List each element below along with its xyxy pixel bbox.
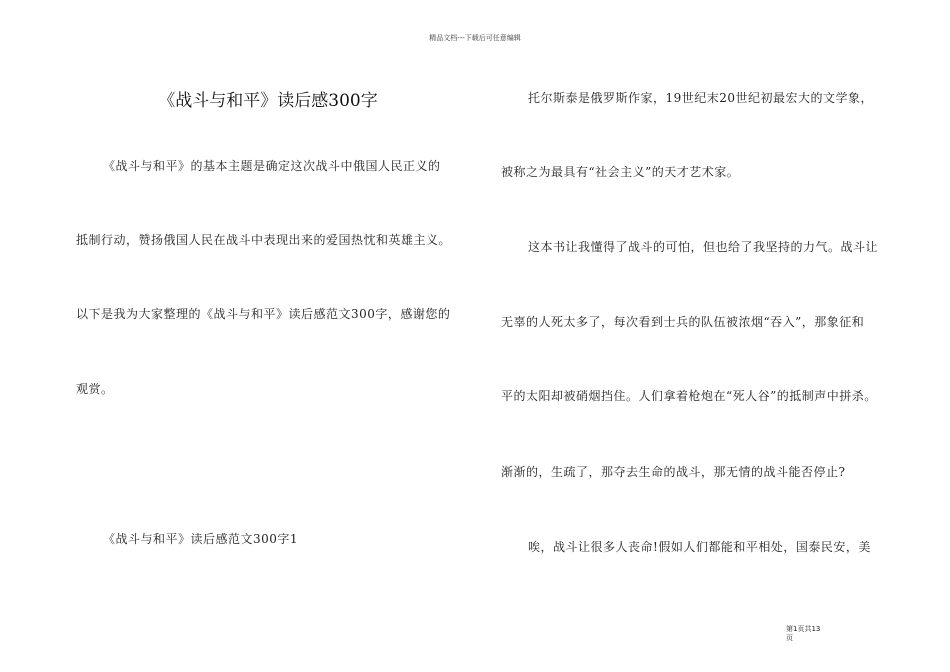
section-heading: 《战斗与和平》读后感范文300字1: [103, 532, 299, 546]
document-title: 《战斗与和平》读后感300字: [158, 91, 378, 111]
right-paragraph-line: 平的太阳却被硝烟挡住。人们拿着枪炮在“死人谷”的抵制声中拼杀。: [501, 389, 877, 403]
left-paragraph-line: 以下是我为大家整理的《战斗与和平》读后感范文300字，感谢您的: [76, 307, 451, 321]
left-paragraph-line: 抵制行动，赞扬俄国人民在战斗中表现出来的爱国热忱和英雄主义。: [76, 233, 452, 247]
left-paragraph-line: 观赏。: [76, 382, 114, 396]
page-number: [786, 625, 846, 643]
page-number-line2: 页: [786, 634, 793, 642]
right-paragraph-line: 无辜的人死太多了，每次看到士兵的队伍被浓烟“吞入”，那象征和: [501, 315, 865, 329]
page-number-line1: 第1页共13: [786, 625, 821, 633]
right-paragraph-line: 被称之为最具有“社会主义”的天才艺术家。: [501, 165, 740, 179]
right-paragraph-line: 这本书让我懂得了战斗的可怕，但也给了我坚持的力气。战斗让: [528, 240, 879, 254]
right-paragraph-line: 托尔斯泰是俄罗斯作家，19世纪末20世纪初最宏大的文学象，: [528, 91, 874, 105]
page-header: 精品文档---下载后可任意编辑: [429, 34, 521, 42]
right-paragraph-line: 唉，战斗让很多人丧命!假如人们都能和平相处，国泰民安，美: [528, 540, 871, 554]
left-paragraph-line: 《战斗与和平》的基本主题是确定这次战斗中俄国人民正义的: [103, 159, 441, 173]
right-paragraph-line: 渐渐的，生疏了，那夺去生命的战斗，那无情的战斗能否停止?: [501, 465, 846, 479]
